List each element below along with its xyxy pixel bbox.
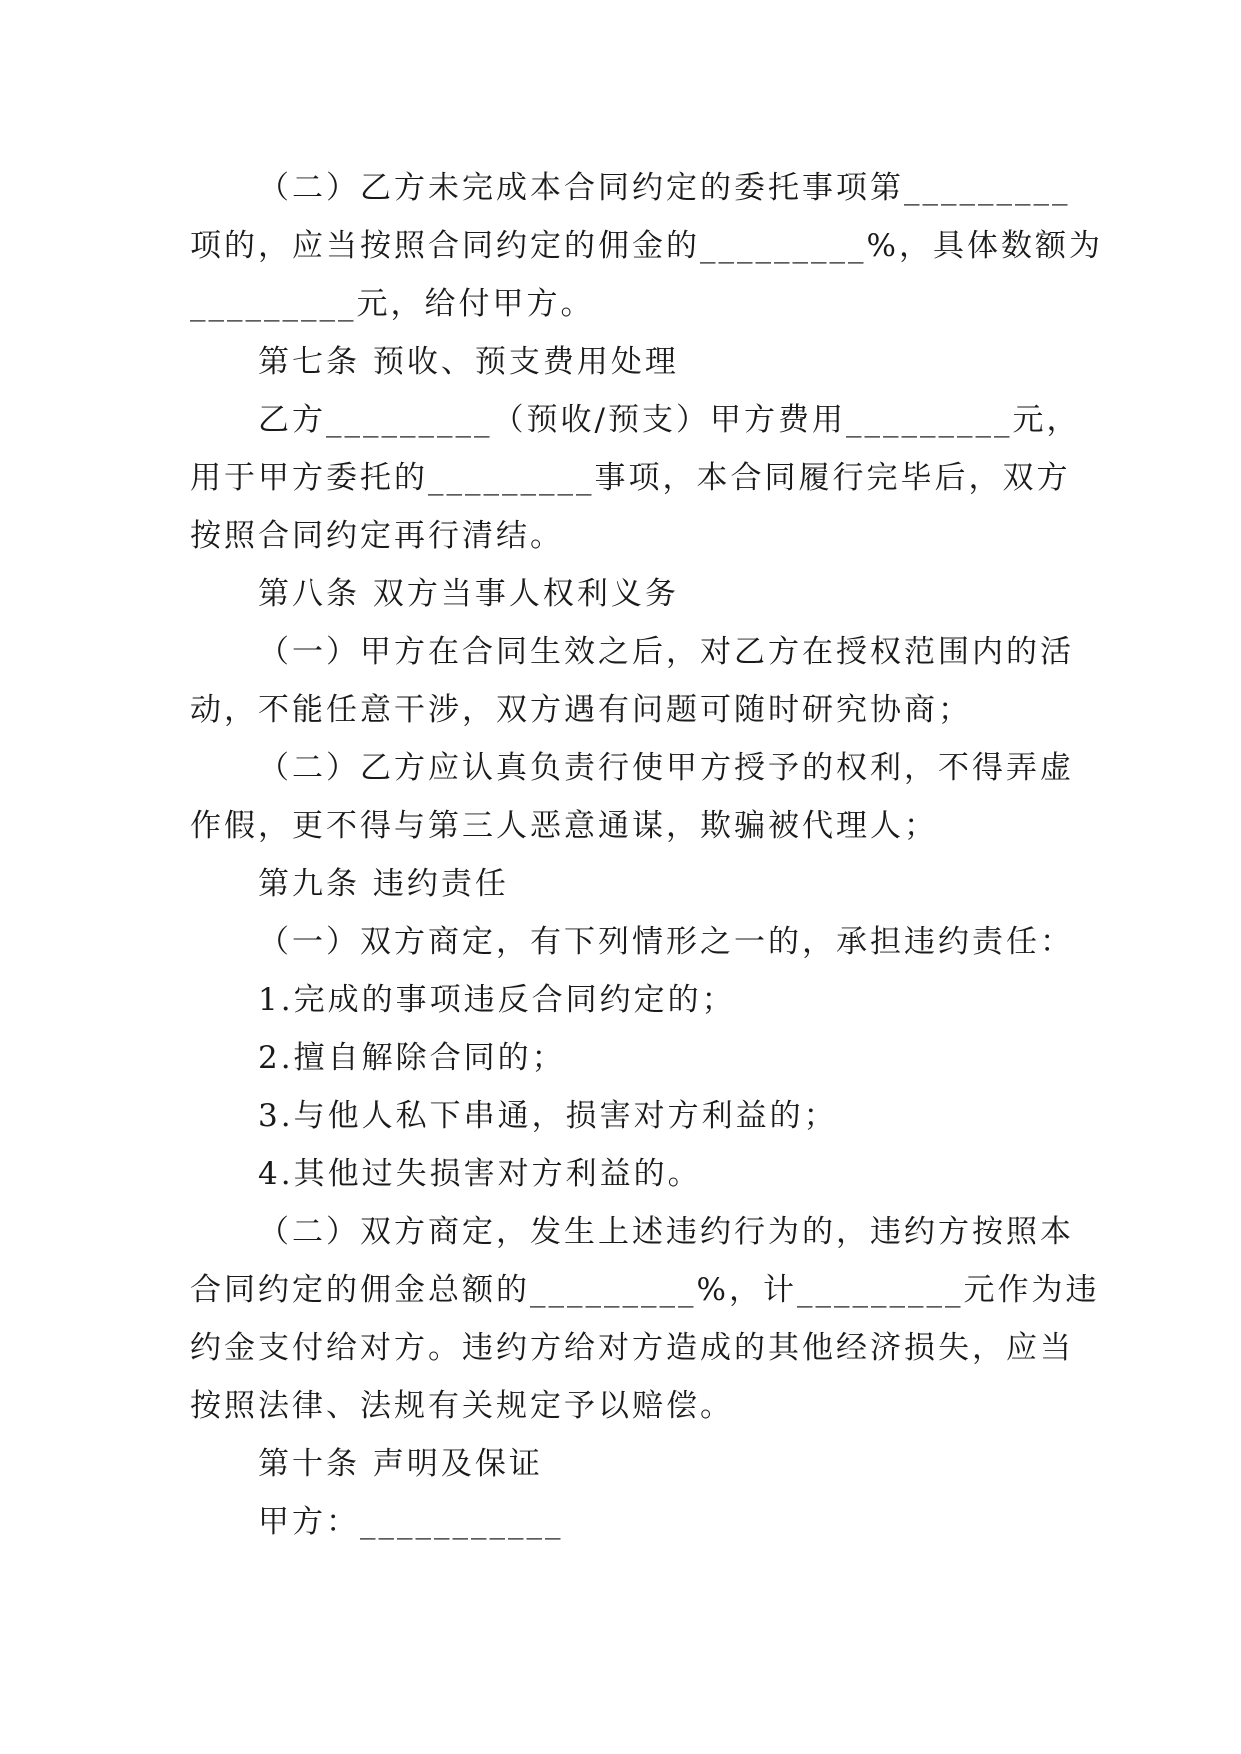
paragraph-line: （二）双方商定，发生上述违约行为的，违约方按照本 (258, 1214, 1074, 1250)
paragraph-line: （一）双方商定，有下列情形之一的，承担违约责任： (258, 924, 1074, 960)
paragraph-line: 乙方_________（预收/预支）甲方费用_________元， (258, 402, 1081, 438)
list-item: 4.其他过失损害对方利益的。 (258, 1156, 702, 1192)
signature-party-a: 甲方：___________ (258, 1504, 564, 1540)
paragraph-line: 合同约定的佣金总额的_________%，计_________元作为违 (190, 1272, 1100, 1308)
list-item: 3.与他人私下串通，损害对方利益的； (258, 1098, 838, 1134)
list-item: 2.擅自解除合同的； (258, 1040, 566, 1076)
paragraph-line: 用于甲方委托的_________事项，本合同履行完毕后，双方 (190, 460, 1071, 496)
paragraph-line: _________元，给付甲方。 (190, 286, 595, 322)
article-heading: 第七条 预收、预支费用处理 (258, 344, 679, 380)
paragraph-line: 动，不能任意干涉，双方遇有问题可随时研究协商； (190, 692, 972, 728)
paragraph-line: （二）乙方应认真负责行使甲方授予的权利，不得弄虚 (258, 750, 1074, 786)
paragraph-line: 按照合同约定再行清结。 (190, 518, 564, 554)
article-heading: 第八条 双方当事人权利义务 (258, 576, 679, 612)
article-heading: 第十条 声明及保证 (258, 1446, 543, 1482)
paragraph-line: （一）甲方在合同生效之后，对乙方在授权范围内的活 (258, 634, 1074, 670)
paragraph-line: 约金支付给对方。违约方给对方造成的其他经济损失，应当 (190, 1330, 1074, 1366)
article-heading: 第九条 违约责任 (258, 866, 509, 902)
paragraph-line: （二）乙方未完成本合同约定的委托事项第_________ (258, 170, 1071, 206)
paragraph-line: 作假，更不得与第三人恶意通谋，欺骗被代理人； (190, 808, 938, 844)
paragraph-line: 项的，应当按照合同约定的佣金的_________%，具体数额为 (190, 228, 1103, 264)
paragraph-line: 按照法律、法规有关规定予以赔偿。 (190, 1388, 734, 1424)
list-item: 1.完成的事项违反合同约定的； (258, 982, 736, 1018)
